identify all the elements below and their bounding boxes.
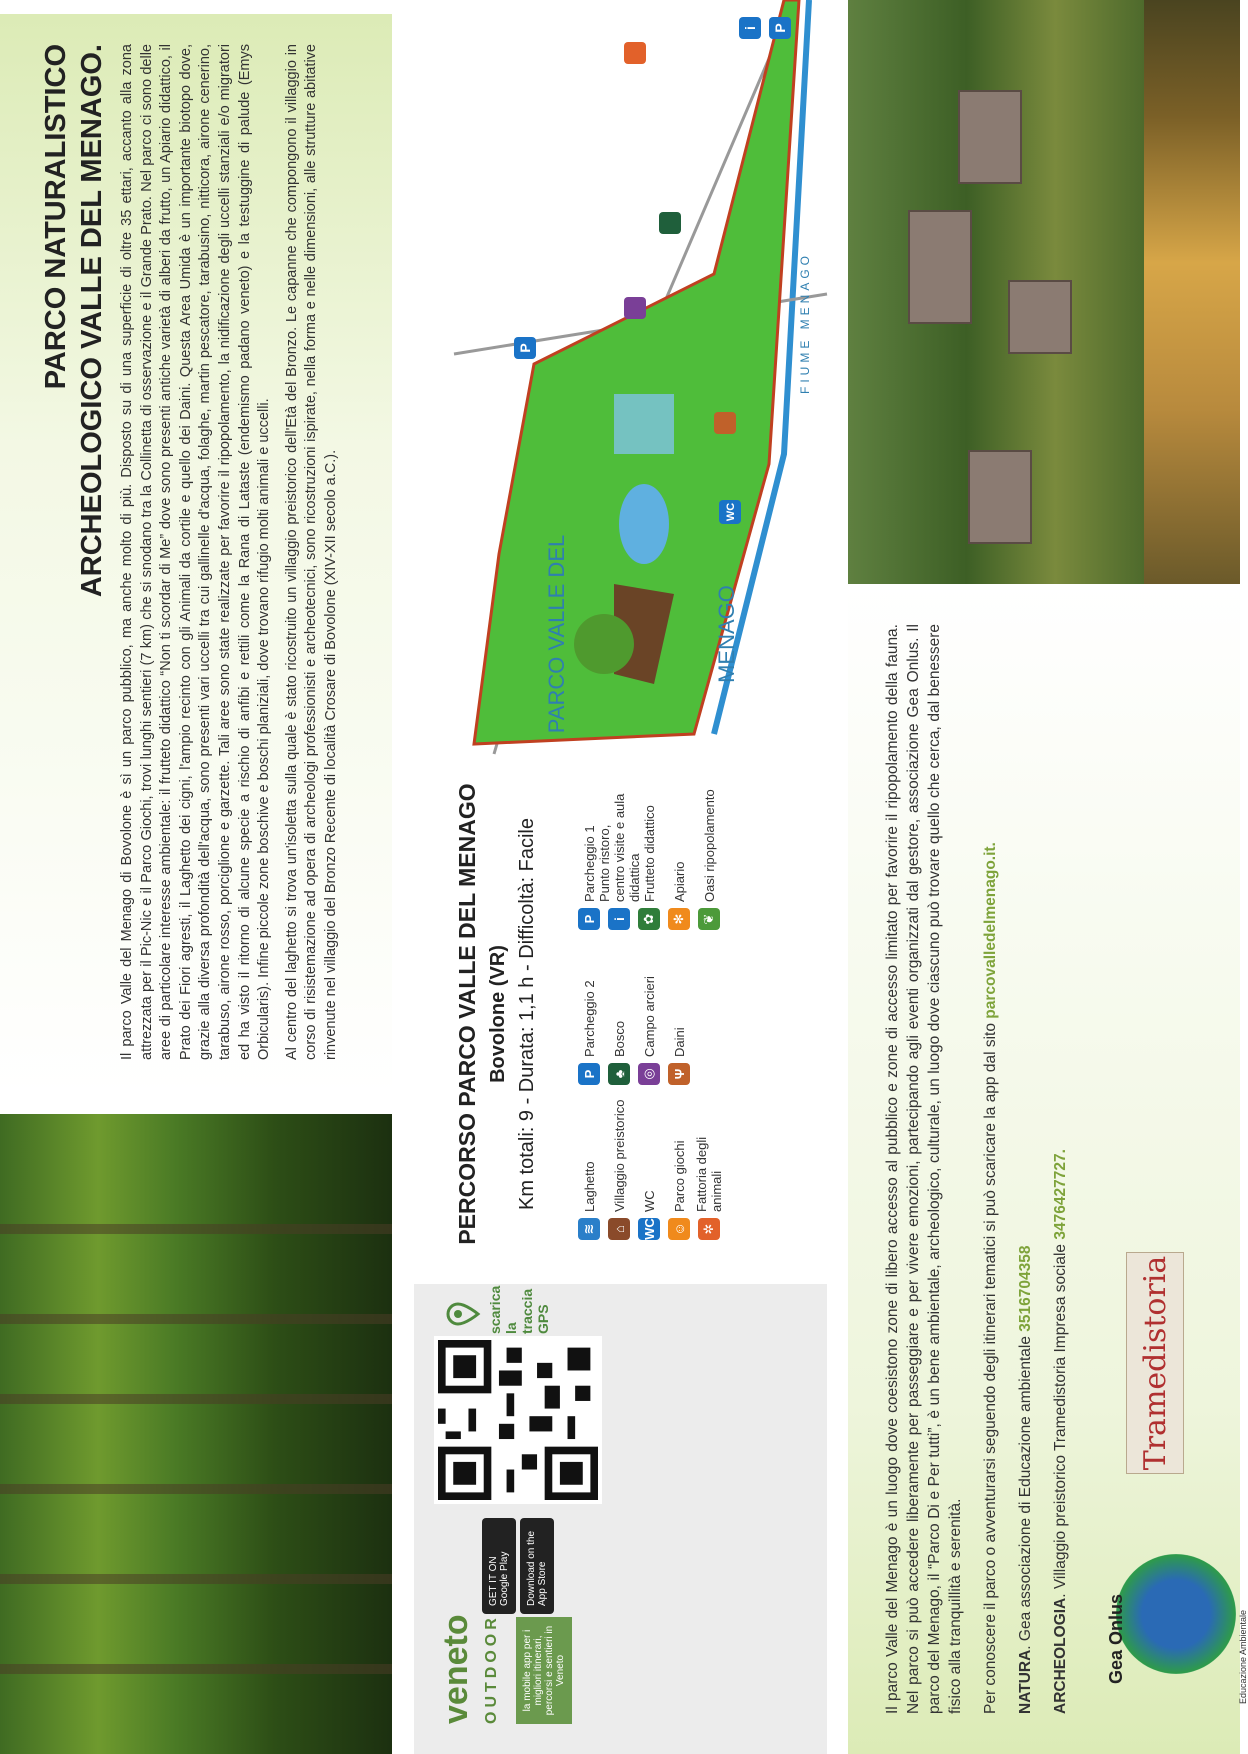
legend-icon: ❦ bbox=[698, 908, 720, 930]
gps-download[interactable]: scarica la traccia GPS bbox=[444, 1290, 624, 1334]
legend-item bbox=[694, 1095, 724, 1240]
animals-marker bbox=[624, 42, 646, 64]
legend-label: Oasi ripopolamento bbox=[701, 789, 717, 902]
route-title-block bbox=[454, 764, 539, 1264]
legend-icon: ☺ bbox=[668, 1218, 690, 1240]
legend-icon: ♣ bbox=[608, 1063, 630, 1085]
google-play-badge[interactable]: GET IT ON Google Play bbox=[482, 1518, 516, 1614]
route-stats: Km totali: 9 - Durata: 1,1 h - Difficoltà: Facile bbox=[516, 818, 538, 1211]
wc-marker bbox=[719, 500, 741, 524]
legend-icon: ⌂ bbox=[608, 1218, 630, 1240]
legend-item bbox=[574, 1095, 604, 1240]
legend-icon: Ψ bbox=[668, 1063, 690, 1085]
legend-icon: i bbox=[608, 908, 630, 930]
site-link[interactable]: parcovalledelmenago.it. bbox=[982, 842, 999, 1019]
legend-label: Apiario bbox=[671, 861, 687, 902]
legend-label: Daini bbox=[671, 1027, 687, 1057]
forest-photo bbox=[0, 1114, 392, 1754]
tramedistoria-logo: Tramedistoria bbox=[1126, 1252, 1184, 1474]
legend-item bbox=[664, 785, 694, 930]
legend-icon: ≋ bbox=[578, 1218, 600, 1240]
info-text-block bbox=[848, 584, 1248, 1754]
legend-label: Laghetto bbox=[581, 1161, 597, 1212]
intro-paragraph-1: Il parco Valle del Menago di Bovolone è sì un parco pubblico, ma anche molto di più. Disposto su di una superficie di oltre 35 ettari, accanto alla zona attrezzata per il Pic-Nic e il Parco Giochi, trovi lunghi sentieri (7 km) che si snodano tra la Collinetta di osservazione e il Grande Prato. Nel parco ci sono delle aree di particolare interesse ambientale: il frutteto didattico “Non ti scordar di Me” dove sono presenti antiche varietà di alberi da frutto, un Apiario didattico, il Prato dei Fiori agresti, il Laghetto dei cigni, l'ampio recinto con gli Animali da cortile e quello dei Daini. Questa Area Umida è un importante biotopo dove, grazie alla diversa profondità dell'acqua, sono presenti vari uccelli tra cui gallinelle d'acqua, folaghe, martin pescatore, tarabusino, nitticora, airone cenerino, tarabuso, airone rosso, porciglione e garzette. Tali aree sono state realizzate per favorire il ripopolamento, la nidificazione degli uccelli stanziali e/o migratori ed ha visto il ritorno di alcune specie a rischio di anfibi e rettili come la Rana di Lataste (endemismo padano veneto) e la testuggine di palude (Emys Orbicularis). Infine piccole zone boschive e boschi planiziali, dove trovano rifugio molti animali e uccelli. bbox=[119, 44, 273, 1060]
info-marker bbox=[739, 17, 761, 39]
veneto-outdoor-logo: veneto OUTDOOR la mobile app per i migliori itinerari, percorsi e sentieri in Veneto GET IT ON Google Play Download on the App Store bbox=[438, 1514, 578, 1724]
legend-item bbox=[664, 940, 694, 1085]
legend-label: Campo arcieri bbox=[641, 976, 657, 1057]
aerial-village-photo bbox=[848, 0, 1144, 584]
svg-text:PARCO VALLE DEL: PARCO VALLE DEL bbox=[544, 534, 569, 734]
forest-marker bbox=[659, 212, 681, 234]
gea-onlus-logo bbox=[1116, 1554, 1236, 1674]
map-pin-icon bbox=[444, 1294, 484, 1334]
info-paragraph-2: Per conoscere il parco o avventurarsi seguendo degli itinerari tematici si può scaricare la app dal sito parcovalledelmenago.it. bbox=[982, 842, 999, 1714]
svg-text:P: P bbox=[517, 343, 533, 353]
right-panel bbox=[848, 0, 1248, 1754]
route-title: PERCORSO PARCO VALLE DEL MENAGO bbox=[454, 783, 480, 1245]
park-map[interactable] bbox=[414, 0, 827, 754]
legend-item bbox=[604, 1095, 634, 1240]
svg-text:MENAGO: MENAGO bbox=[714, 585, 739, 683]
legend-label: Villaggio preistorico bbox=[611, 1099, 627, 1212]
parking-marker-1 bbox=[769, 17, 791, 39]
app-promo bbox=[414, 1284, 827, 1754]
intro-text-block bbox=[0, 14, 392, 1094]
archeo-phone[interactable]: 3476427727. bbox=[1052, 1149, 1069, 1240]
beehive-frame-photo bbox=[1144, 0, 1240, 584]
app-store-badge[interactable]: Download on the App Store bbox=[520, 1518, 554, 1614]
legend-icon: P bbox=[578, 1063, 600, 1085]
route-and-legend bbox=[414, 764, 827, 1264]
route-location: Bovolone (VR) bbox=[487, 945, 509, 1083]
natura-phone[interactable]: 3516704358 bbox=[1017, 1245, 1034, 1332]
legend-item bbox=[634, 940, 664, 1085]
intro-title: PARCO NATURALISTICO ARCHEOLOGICO VALLE DEL MENAGO. bbox=[40, 44, 108, 598]
legend-label: Frutteto didattico bbox=[641, 805, 657, 902]
legend-label: Parco giochi bbox=[671, 1140, 687, 1212]
middle-panel bbox=[414, 0, 827, 1754]
parking-marker-2 bbox=[514, 337, 536, 359]
river-label: FIUME MENAGO bbox=[798, 251, 812, 394]
map-svg bbox=[414, 0, 827, 754]
legend-icon: ✻ bbox=[668, 908, 690, 930]
svg-text:P: P bbox=[772, 23, 788, 33]
legend-item bbox=[664, 1095, 694, 1240]
legend-label: Parcheggio 1 bbox=[581, 825, 597, 902]
app-tagline: la mobile app per i migliori itinerari, percorsi e sentieri in Veneto bbox=[516, 1617, 572, 1724]
right-photos bbox=[848, 0, 1240, 584]
legend-icon: P bbox=[578, 908, 600, 930]
legend-item bbox=[604, 940, 634, 1085]
legend-icon: ✿ bbox=[638, 908, 660, 930]
legend-item bbox=[596, 785, 642, 930]
legend-item bbox=[574, 940, 604, 1085]
deer-marker bbox=[714, 412, 736, 434]
intro-paragraph-2: Al centro del laghetto si trova un'isoletta sulla quale è stato ricostruito un villaggio preistorico dell'Età del Bronzo. Le capanne che compongono il villaggio in corso di risistemazione ad opera di archeologi professionisti e archeotecnici, sono ricostruzioni ispirate, nella forma e nelle dimensioni, alle strutture abitative rinvenute nel villaggio del Bronzo Recente di località Crosare di Bovolone (XIV-XII secolo a.C.). bbox=[283, 44, 339, 1060]
lake-shape bbox=[619, 484, 669, 564]
archery-field bbox=[614, 394, 674, 454]
legend-label: Fattoria degli animali bbox=[694, 1136, 724, 1212]
natura-contact: NATURA. Gea associazione di Educazione ambientale 3516704358 bbox=[1017, 1245, 1034, 1714]
left-panel bbox=[0, 0, 392, 1754]
svg-text:i: i bbox=[742, 26, 758, 30]
legend-item bbox=[634, 1095, 664, 1240]
legend-icon: ◎ bbox=[638, 1063, 660, 1085]
archeo-contact: ARCHEOLOGIA. Villaggio preistorico Tramedistoria Impresa sociale 3476427727. bbox=[1052, 1149, 1069, 1714]
legend-label: WC bbox=[641, 1190, 657, 1212]
partner-logos: Gea Onlus Educazione Ambientale Tramedistoria bbox=[1116, 1214, 1236, 1714]
legend-item bbox=[694, 785, 724, 930]
legend-label: Parcheggio 2 bbox=[581, 980, 597, 1057]
svg-text:WC: WC bbox=[725, 502, 737, 522]
legend-icon: ✲ bbox=[698, 1218, 720, 1240]
legend-icon: WC bbox=[638, 1218, 660, 1240]
legend-label: Bosco bbox=[611, 1020, 627, 1057]
archery-marker bbox=[624, 297, 646, 319]
qr-code[interactable] bbox=[434, 1336, 602, 1504]
legend-label: Punto ristoro, centro visite e aula didattica bbox=[596, 793, 642, 902]
info-paragraph-1: Il parco Valle del Menago è un luogo dove coesistono zone di libero accesso al pubblico e zone di accesso limitato per favorire il ripopolamento della fauna. Nel parco si può accedere liberamente per passeggiare e per vivere emozioni, partecipando agli eventi organizzati dal gestore, associazione Gea Onlus. Il parco del Menago, il “Parco Di e Per tutti”, è un bene ambientale, archeologico, culturale, un luogo dove ciascuno può trovare quello che cerca, dal benessere fisico alla tranquillità e serenità. bbox=[884, 624, 964, 1714]
